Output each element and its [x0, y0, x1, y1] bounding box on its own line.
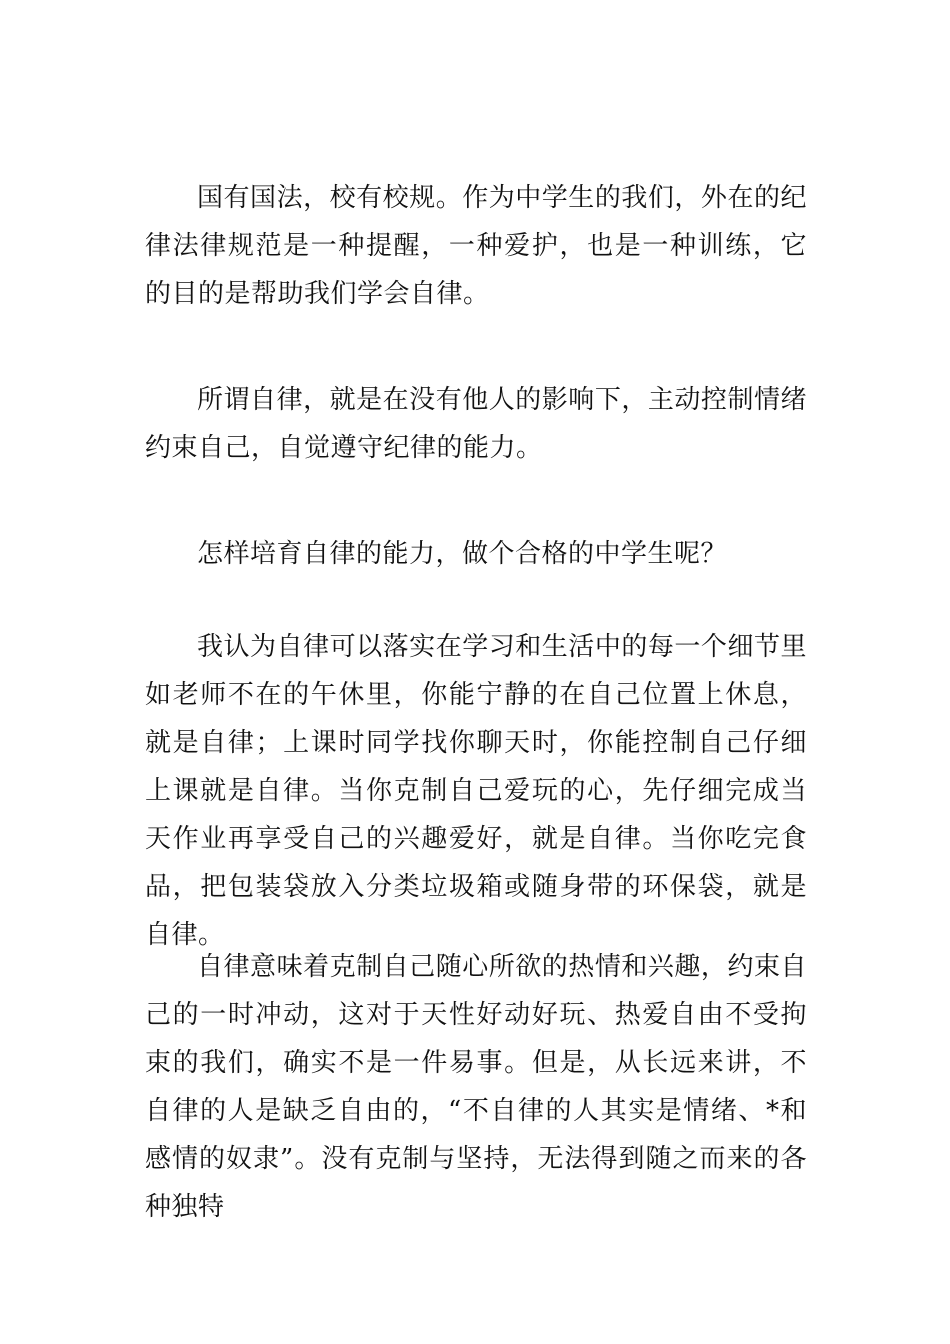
paragraph-3: 怎样培育自律的能力，做个合格的中学生呢？ [197, 539, 728, 569]
paragraph-5: 自律意味着克制自己随心所欲的热情和兴趣，约束自己的一时冲动，这对于天性好动好玩、热爱自由不受拘束的我们，确实不是一件易事。但是，从长远来讲，不自律的人是缺乏自由的，“不自律的人其实是情绪、*和感情的奴隶”。没有克制与坚持，无法得到随之而来的各种独特 [145, 952, 807, 1222]
paragraph-2: 所谓自律，就是在没有他人的影响下，主动控制情绪约束自己，自觉遵守纪律的能力。 [145, 385, 807, 463]
paragraph-1: 国有国法，校有校规。作为中学生的我们，外在的纪律法律规范是一种提醒，一种爱护，也是一种训练，它的目的是帮助我们学会自律。 [145, 183, 807, 309]
paragraph-4: 我认为自律可以落实在学习和生活中的每一个细节里如老师不在的午休里，你能宁静的在自己位置上休息，就是自律；上课时同学找你聊天时，你能控制自己仔细上课就是自律。当你克制自己爱玩的心，先仔细完成当天作业再享受自己的兴趣爱好，就是自律。当你吃完食品，把包装袋放入分类垃圾箱或随身带的环保袋，就是自律。 [145, 632, 807, 950]
